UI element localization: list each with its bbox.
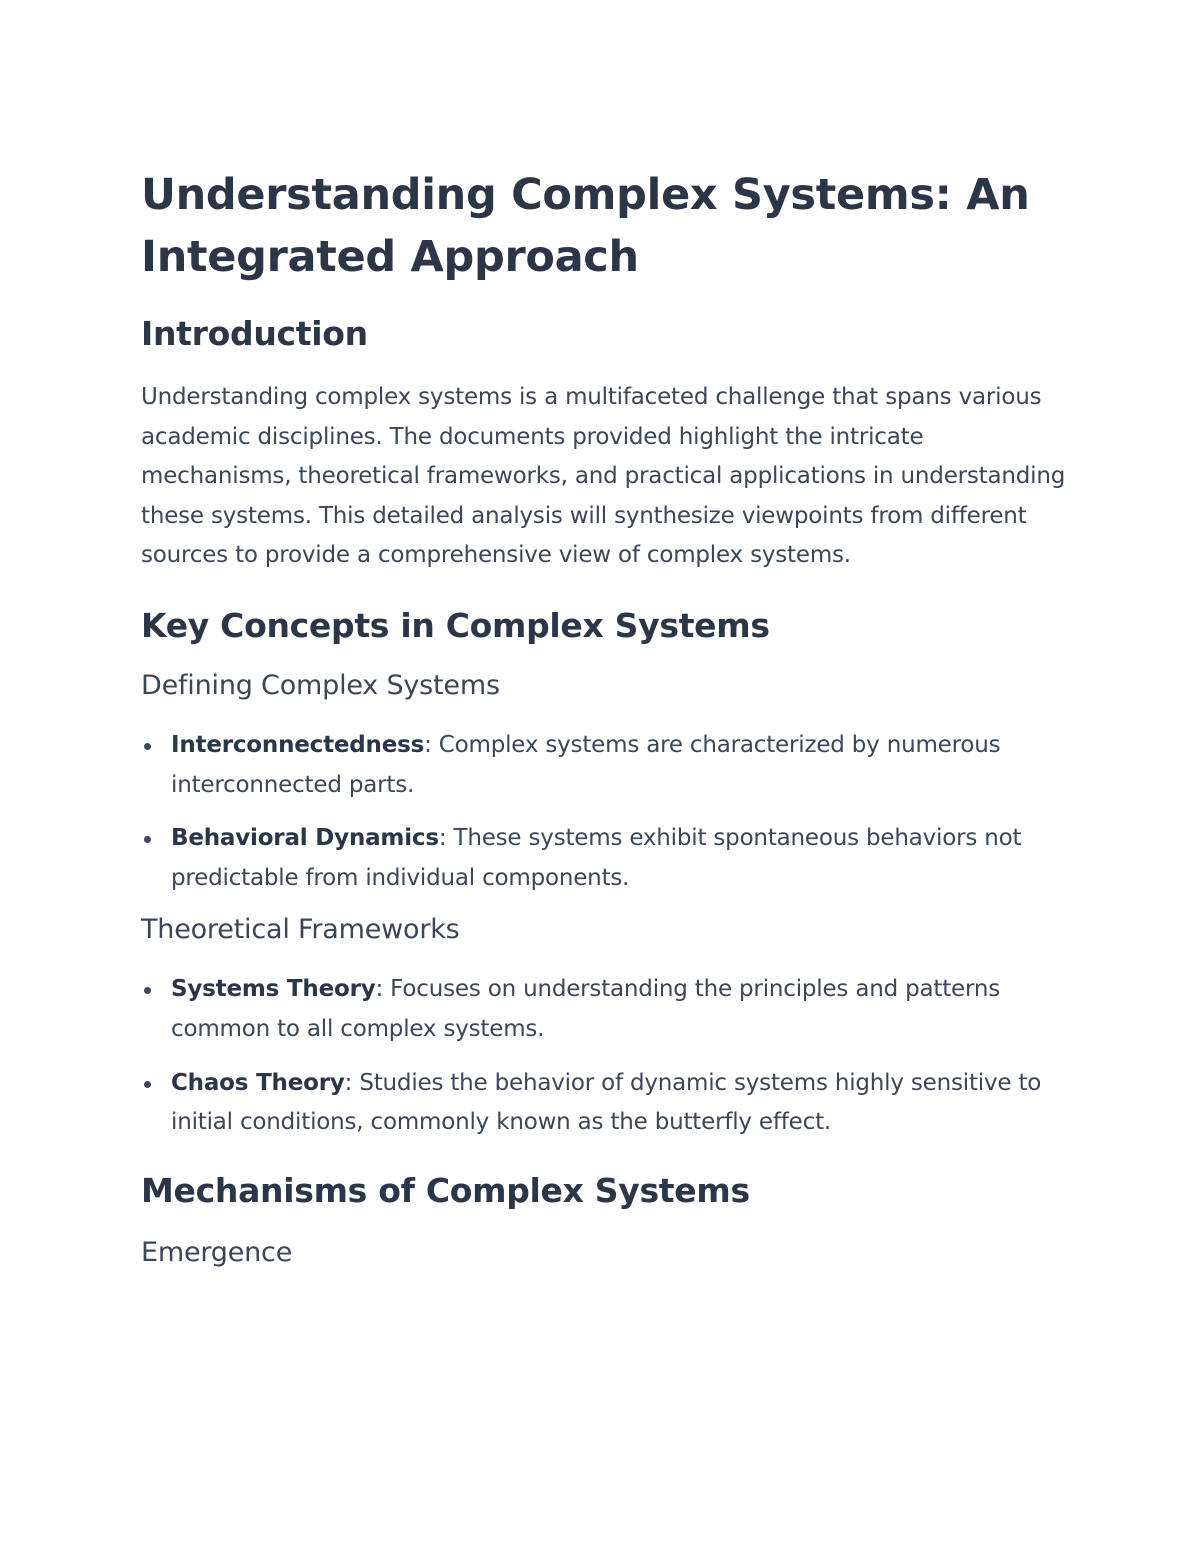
list-item-text: : Studies the behavior of dynamic systems highly sensitive to initial conditions, commonly known as the butterfly effect. (171, 1069, 1042, 1136)
defining-complex-systems-heading: Defining Complex Systems (141, 669, 500, 701)
emergence-heading: Emergence (141, 1236, 293, 1268)
list-item (141, 970, 1071, 1049)
defining-list (141, 726, 1071, 898)
key-concepts-heading: Key Concepts in Complex Systems (141, 605, 770, 645)
introduction-heading: Introduction (141, 314, 368, 353)
frameworks-list (141, 970, 1071, 1142)
document-page (141, 160, 1071, 1271)
theoretical-frameworks-heading: Theoretical Frameworks (141, 914, 460, 946)
list-item-text: : Complex systems are characterized by numerous interconnected parts. (171, 731, 1001, 798)
list-item-term: Systems Theory (171, 976, 376, 1003)
list-item (141, 726, 1071, 805)
list-item-term: Interconnectedness (171, 731, 425, 758)
list-item-term: Behavioral Dynamics (171, 825, 439, 852)
list-item (141, 819, 1071, 898)
document-title: Understanding Complex Systems: An Integrated Approach (141, 170, 1030, 282)
introduction-paragraph: Understanding complex systems is a multifaceted challenge that spans various academic disciplines. The documents provided highlight the intricate mechanisms, theoretical frameworks, and practical applications in understanding these systems. This detailed analysis will synthesize viewpoints from different sources to provide a comprehensive view of complex systems. (141, 384, 1066, 569)
list-item-text: : Focuses on understanding the principles and patterns common to all complex systems. (171, 976, 1001, 1042)
list-item (141, 1064, 1071, 1143)
list-item-term: Chaos Theory (171, 1069, 345, 1096)
list-item-text: : These systems exhibit spontaneous behaviors not predictable from individual components. (171, 825, 1022, 891)
mechanisms-heading: Mechanisms of Complex Systems (141, 1170, 750, 1210)
